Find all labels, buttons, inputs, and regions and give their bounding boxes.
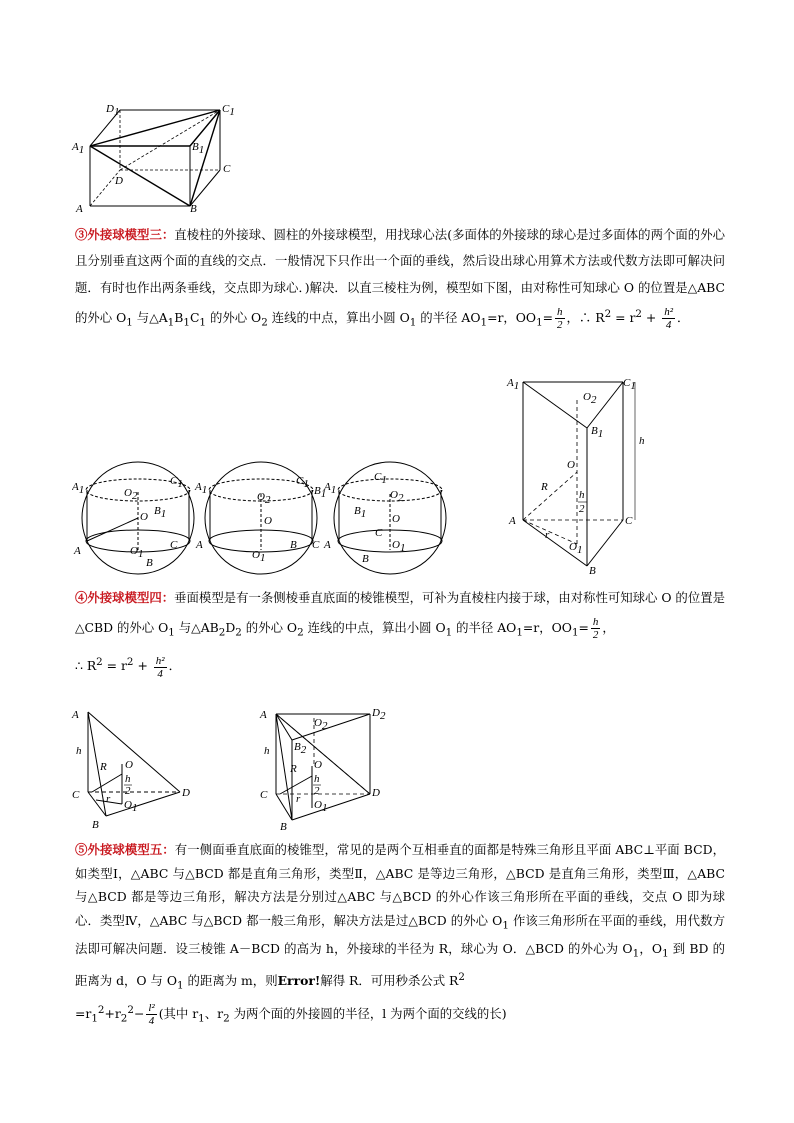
pp-label-O2: O2: [314, 717, 328, 732]
s2-label-B1: B1: [314, 485, 327, 500]
label-B: B: [190, 203, 197, 215]
s1-label-C1: C1: [170, 475, 183, 490]
s1-label-A: A: [74, 545, 81, 557]
section3-heading: ③外接球模型三：: [75, 227, 175, 242]
pp-label-O1: O1: [314, 799, 328, 814]
s3-label-C1: C1: [374, 471, 387, 486]
pp-label-B: B: [280, 821, 287, 833]
section5-heading: ⑤外接球模型五：: [75, 842, 175, 857]
s1-label-O1: O1: [130, 545, 144, 560]
cuboid-figure: [70, 98, 250, 216]
pp-label-D2: D2: [372, 707, 386, 722]
label-C: C: [223, 163, 231, 175]
pp-label-R: R: [290, 763, 297, 775]
prism-label-half-h-num: h: [579, 489, 585, 501]
pp-label-half-h-den: 2: [314, 785, 320, 797]
s3-label-B: B: [362, 553, 369, 565]
pyr-label-half-h-den: 2: [125, 785, 131, 797]
section3-paragraph: ③外接球模型三：直棱柱的外接球、圆柱的外接球模型，用找球心法(多面体的外接球的球心是过多面体的两个面的外心且分别垂直这两个面的直线的交点．一般情况下只作出一个面的垂线，然后设出球心用算术方法或代数方法即可解决问题．有时也作出两条垂线，交点即为球心．)解决．以直三棱柱为例，模型如下图，由对称性可知球心 O 的位置是△ABC 的外心 $O_1$ 与$\triangle A_1B_1C_1$ 的外心 $O_2$ 连线的中点，算出小圆 $O_1$ 的半径 $AO_1=r$，$OO_1=$ $\frac{h}{2}$ ，∴ $R^2 = r^2$ + $\frac{\text{h²}}{4}$ ．: [75, 227, 726, 332]
section4-paragraph: ④外接球模型四：垂面模型是有一条侧棱垂直底面的棱锥模型，可补为直棱柱内接于球，由对称性可知球心 O 的位置是△CBD 的外心 $O_1$ 与$\triangle AB_2D_2$ 的外心 $O_2$ 连线的中点，算出小圆 $O_1$ 的半径 $AO_1=r$，$OO_1=$ $\frac{h}{2}$ ， ∴ $R^2 = r^2$ + $\frac{\text{h²}}{4}$ ．: [75, 590, 725, 680]
s2-label-C1: C1: [296, 475, 309, 490]
label-A1: A1: [72, 141, 85, 156]
fraction-h-over-2: $\frac{h}{2}$: [557, 306, 563, 332]
s1-label-B1: B1: [154, 505, 167, 520]
s4-fraction-h-over-2: $\frac{h}{2}$: [592, 616, 599, 641]
s3-label-C: C: [375, 527, 383, 539]
pyr-label-O1: O1: [124, 799, 138, 814]
pyr-label-B: B: [92, 819, 99, 831]
s2-label-O1: O1: [252, 549, 266, 564]
pyramid-figure: [70, 704, 200, 834]
pp-label-B2: B2: [294, 741, 307, 756]
pyr-label-half-h-num: h: [125, 773, 131, 785]
pyr-label-r: r: [106, 793, 111, 805]
prism-label-r: r: [545, 529, 550, 541]
triangular-prism-figure: [505, 372, 655, 578]
s2-label-C: C: [312, 539, 320, 551]
pp-label-h: h: [264, 745, 270, 757]
s3-label-B1: B1: [354, 505, 367, 520]
s5-fraction-l2-over-4: $\frac{\text{l²}}{4}$: [148, 1001, 155, 1027]
s2-label-A1: A1: [195, 481, 208, 496]
prism-label-h: h: [639, 435, 645, 447]
pp-label-D: D: [372, 787, 380, 799]
pyr-label-A: A: [72, 709, 79, 721]
prism-label-R: R: [541, 481, 548, 493]
prism-label-O1: O1: [569, 541, 583, 556]
pp-label-O: O: [314, 759, 322, 771]
section5-paragraph: ⑤外接球模型五：有一侧面垂直底面的棱锥型，常见的是两个互相垂直的面都是特殊三角形且平面 ABC⊥平面 BCD，如类型Ⅰ，△ABC 与△BCD 都是直角三角形，类型Ⅱ，△ABC 是等边三角形，△BCD 是直角三角形，类型Ⅲ，△ABC 与△BCD 都是等边三角形，解决方法是分别过△ABC 与△BCD 的外心作该三角形所在平面的垂线，交点 O 即为球心．类型Ⅳ，△ABC 与△BCD 都一般三角形，解决方法是过△BCD 的外心 $O_1$ 作该三角形所在平面的垂线，用代数方法即可解决问题．设三棱锥 A－BCD 的高为 h，外接球的半径为 R，球心为 O．△BCD 的外心为 $O_1$，$O_1$ 到 BD 的距离为 d，O 与 $O_1$ 的距离为 m，则Error!解得 R．可用秒杀公式 $R^2$ $=r_1^2+r_2^2-$ $\frac{\text{l²}}{4}$ (其中 $r_1$、$r_2$ 为两个面的外接圆的半径，l 为两个面的交线的长): [75, 842, 726, 1027]
pyramid-prism-figure: [256, 704, 396, 834]
prism-label-O: O: [567, 459, 575, 471]
label-C1: C1: [222, 103, 235, 118]
fraction-h2-over-4: $\frac{\text{h²}}{4}$: [664, 306, 674, 332]
prism-label-B: B: [589, 565, 596, 577]
pp-label-A: A: [260, 709, 267, 721]
s3-label-A: A: [324, 539, 331, 551]
pyr-label-D: D: [182, 787, 190, 799]
s2-label-O2: O2: [257, 491, 271, 506]
prism-label-C: C: [625, 515, 633, 527]
s1-label-B: B: [146, 557, 153, 569]
prism-label-A1: A1: [507, 377, 520, 392]
s2-label-B: B: [290, 539, 297, 551]
s1-label-C: C: [170, 539, 178, 551]
prism-label-half-h-den: 2: [579, 503, 585, 515]
prism-label-A: A: [509, 515, 516, 527]
s2-label-O: O: [264, 515, 272, 527]
pyr-label-h: h: [76, 745, 82, 757]
s3-label-O2: O2: [390, 489, 404, 504]
label-A: A: [76, 203, 83, 215]
s1-label-A1: A1: [72, 481, 85, 496]
label-B1: B1: [192, 141, 205, 156]
pp-label-C: C: [260, 789, 268, 801]
s3-label-O: O: [392, 513, 400, 525]
error-text: Error!: [277, 973, 321, 989]
section4-heading: ④外接球模型四：: [75, 590, 175, 605]
prism-label-O2: O2: [583, 391, 597, 406]
pyr-label-R: R: [100, 761, 107, 773]
pyr-label-O: O: [125, 759, 133, 771]
pp-label-r: r: [296, 793, 301, 805]
label-D1: D1: [106, 103, 120, 118]
three-spheres-figure: [72, 458, 452, 576]
s1-label-O2: O2: [124, 487, 138, 502]
prism-label-B1: B1: [591, 425, 604, 440]
s3-label-O1: O1: [392, 539, 406, 554]
prism-label-C1: C1: [623, 377, 636, 392]
s3-label-A1: A1: [324, 481, 337, 496]
label-D: D: [115, 175, 123, 187]
s2-label-A: A: [196, 539, 203, 551]
s1-label-O: O: [140, 511, 148, 523]
s4-fraction-h2-over-4: $\frac{\text{h²}}{4}$: [155, 654, 165, 680]
pyr-label-C: C: [72, 789, 80, 801]
pp-label-half-h-num: h: [314, 773, 320, 785]
